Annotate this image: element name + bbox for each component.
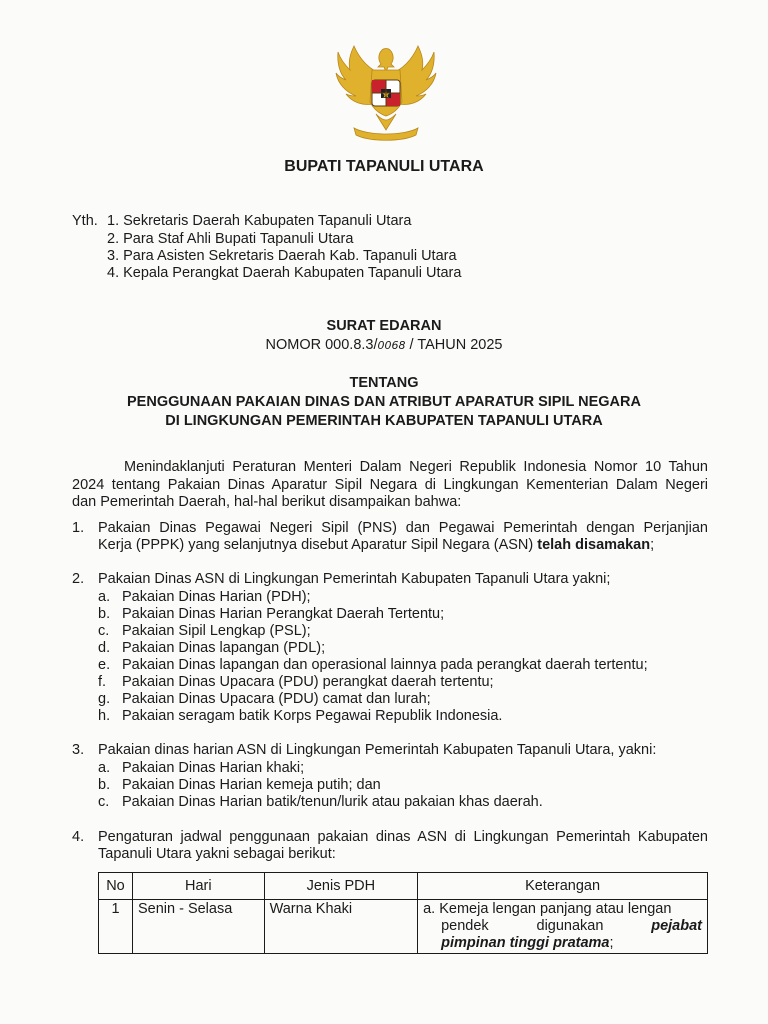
ket-end: ;	[609, 935, 614, 951]
column-header: No	[99, 873, 133, 900]
intro-line: Menindaklanjuti Peraturan Menteri Dalam Negeri Republik Indonesia Nomor 10 Tahun	[124, 459, 708, 475]
list-item: Pakaian Dinas Harian kemeja putih; dan	[122, 777, 381, 793]
list-letter: c.	[98, 794, 110, 810]
point-text: Pakaian Dinas Pegawai Negeri Sipil (PNS) dan Pegawai Pemerintah dengan Perjanjian	[98, 520, 708, 536]
list-item: Pakaian seragam batik Korps Pegawai Republik Indonesia.	[122, 708, 503, 724]
ket-word: digunakan	[536, 918, 604, 934]
ket-line	[423, 935, 702, 952]
subject-line: DI LINGKUNGAN PEMERINTAH KABUPATEN TAPANULI UTARA	[165, 413, 603, 429]
letter-number	[0, 337, 768, 353]
ket-word: pejabat	[651, 918, 702, 934]
list-item: Pakaian Dinas lapangan dan operasional lainnya pada perangkat daerah tertentu;	[122, 657, 648, 673]
about-label: TENTANG	[349, 375, 419, 391]
point-number: 4.	[72, 829, 85, 845]
point-text	[98, 537, 654, 554]
list-letter: f.	[98, 674, 107, 690]
column-header: Jenis PDH	[264, 873, 418, 900]
recipient-prefix: Yth.	[72, 213, 98, 229]
list-letter: c.	[98, 623, 110, 639]
list-letter: g.	[98, 691, 111, 707]
list-letter: a.	[98, 760, 111, 776]
intro-line: dan Pemerintah Daerah, hal-hal berikut disampaikan bahwa:	[72, 494, 462, 510]
list-letter: a.	[98, 589, 111, 605]
letter-type: SURAT EDARAN	[326, 318, 442, 334]
regent-title: BUPATI TAPANULI UTARA	[284, 158, 484, 175]
row-jenis: Warna Khaki	[264, 900, 418, 954]
row-hari: Senin - Selasa	[132, 900, 264, 954]
list-item: Pakaian Dinas Upacara (PDU) camat dan lurah;	[122, 691, 431, 707]
point-number: 2.	[72, 571, 85, 587]
point1-line2-text: Kerja (PPPK) yang selanjutnya disebut Aparatur Sipil Negara (ASN)	[98, 537, 538, 553]
column-header: Hari	[132, 873, 264, 900]
list-letter: b.	[98, 777, 111, 793]
list-item: Pakaian Dinas Upacara (PDU) perangkat daerah tertentu;	[122, 674, 494, 690]
point-text: Tapanuli Utara yakni sebagai berikut:	[98, 846, 336, 862]
recipient-item: 2. Para Staf Ahli Bupati Tapanuli Utara	[107, 231, 354, 247]
list-item: Pakaian Dinas Harian Perangkat Daerah Tertentu;	[122, 606, 445, 622]
recipient-item: 4. Kepala Perangkat Daerah Kabupaten Tapanuli Utara	[107, 265, 462, 281]
pdh-schedule-table	[98, 872, 708, 954]
row-keterangan	[418, 900, 708, 954]
point-text: Pengaturan jadwal penggunaan pakaian dinas ASN di Lingkungan Pemerintah Kabupaten	[98, 829, 708, 845]
table-row	[99, 900, 708, 954]
column-header: Keterangan	[418, 873, 708, 900]
ket-word: pendek	[441, 918, 489, 934]
table-header-row	[99, 873, 708, 900]
ket-line: a. Kemeja lengan panjang atau lengan	[423, 901, 672, 917]
letter-number-prefix: NOMOR 000.8.3/	[265, 337, 378, 353]
point-number: 1.	[72, 520, 85, 536]
intro-line: 2024 tentang Pakaian Dinas Aparatur Sipil Negara di Lingkungan Kementerian Dalam Negeri	[72, 477, 708, 493]
list-item: Pakaian Sipil Lengkap (PSL);	[122, 623, 311, 639]
row-no: 1	[99, 900, 133, 954]
list-item: Pakaian Dinas Harian (PDH);	[122, 589, 311, 605]
list-letter: h.	[98, 708, 111, 724]
point-text: Pakaian dinas harian ASN di Lingkungan Pemerintah Kabupaten Tapanuli Utara, yakni:	[98, 742, 657, 758]
point-number: 3.	[72, 742, 85, 758]
recipient-item: 3. Para Asisten Sekretaris Daerah Kab. Tapanuli Utara	[107, 248, 457, 264]
list-item: Pakaian Dinas lapangan (PDL);	[122, 640, 326, 656]
ket-bold: pimpinan tinggi pratama	[441, 935, 610, 951]
list-letter: e.	[98, 657, 111, 673]
list-item: Pakaian Dinas Harian khaki;	[122, 760, 305, 776]
list-letter: d.	[98, 640, 111, 656]
point1-line2-bold: telah disamakan	[537, 537, 651, 553]
letter-number-suffix: / TAHUN 2025	[405, 337, 503, 353]
subject-line: PENGGUNAAN PAKAIAN DINAS DAN ATRIBUT APARATUR SIPIL NEGARA	[127, 394, 641, 410]
garuda-emblem	[332, 40, 440, 146]
ket-line	[423, 918, 702, 935]
point-text: Pakaian Dinas ASN di Lingkungan Pemerintah Kabupaten Tapanuli Utara yakni;	[98, 571, 611, 587]
point1-line2-end: ;	[650, 537, 655, 553]
list-letter: b.	[98, 606, 111, 622]
recipient-item: 1. Sekretaris Daerah Kabupaten Tapanuli Utara	[107, 213, 412, 229]
list-item: Pakaian Dinas Harian batik/tenun/lurik atau pakaian khas daerah.	[122, 794, 543, 810]
letter-number-handwritten: 0068	[377, 339, 406, 352]
